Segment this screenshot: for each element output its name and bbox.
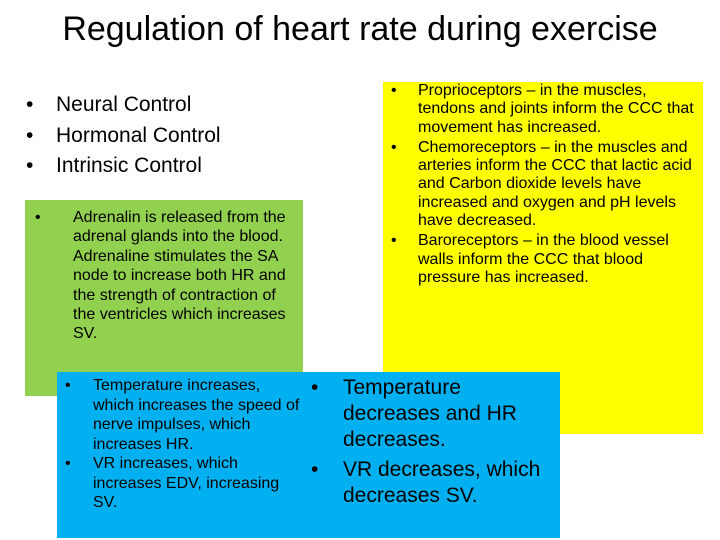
bullet-icon: • xyxy=(311,376,319,399)
list-item: • Baroreceptors – in the blood vessel walls inform the CCC that blood pressure has increased. xyxy=(391,232,669,286)
list-item: • Neural Control xyxy=(26,90,306,121)
list-item: • Chemoreceptors – in the muscles and arteries inform the CCC that lactic acid and Carbon dioxide levels have increased and oxygen and pH levels have decreased. xyxy=(391,138,692,230)
list-item: • Temperature decreases and HR decreases. xyxy=(311,376,517,451)
bullet-icon: • xyxy=(65,377,71,394)
hormonal-control-box xyxy=(25,200,303,396)
list-item: • Temperature increases, which increases the speed of nerve impulses, which increases HR. xyxy=(65,377,300,453)
bullet-icon: • xyxy=(35,209,41,226)
list-item: • VR decreases, which decreases SV. xyxy=(311,458,541,507)
bullet-icon: • xyxy=(65,455,71,472)
list-item: • Proprioceptors – in the muscles, tendons and joints inform the CCC that movement has increased. xyxy=(391,82,694,136)
list-item: • Adrenalin is released from the adrenal glands into the blood. Adrenaline stimulates the SA node to increase both HR and the strength of contraction of the ventricles which increases SV. xyxy=(35,209,286,343)
bullet-icon: • xyxy=(26,123,34,147)
bullet-icon: • xyxy=(26,93,34,116)
bullet-icon: • xyxy=(391,82,397,99)
list-item: • Intrinsic Control xyxy=(26,151,306,182)
intrinsic-decrease-box xyxy=(307,372,560,538)
slide-title: Regulation of heart rate during exercise xyxy=(62,10,658,48)
control-types-list xyxy=(26,90,306,182)
intrinsic-increase-box xyxy=(57,372,307,538)
bullet-icon: • xyxy=(391,232,397,250)
list-item: • VR increases, which increases EDV, increasing SV. xyxy=(65,455,280,511)
bullet-icon: • xyxy=(311,458,319,481)
bullet-icon: • xyxy=(391,138,397,156)
bullet-icon: • xyxy=(26,154,34,177)
list-item: • Hormonal Control xyxy=(26,121,306,152)
